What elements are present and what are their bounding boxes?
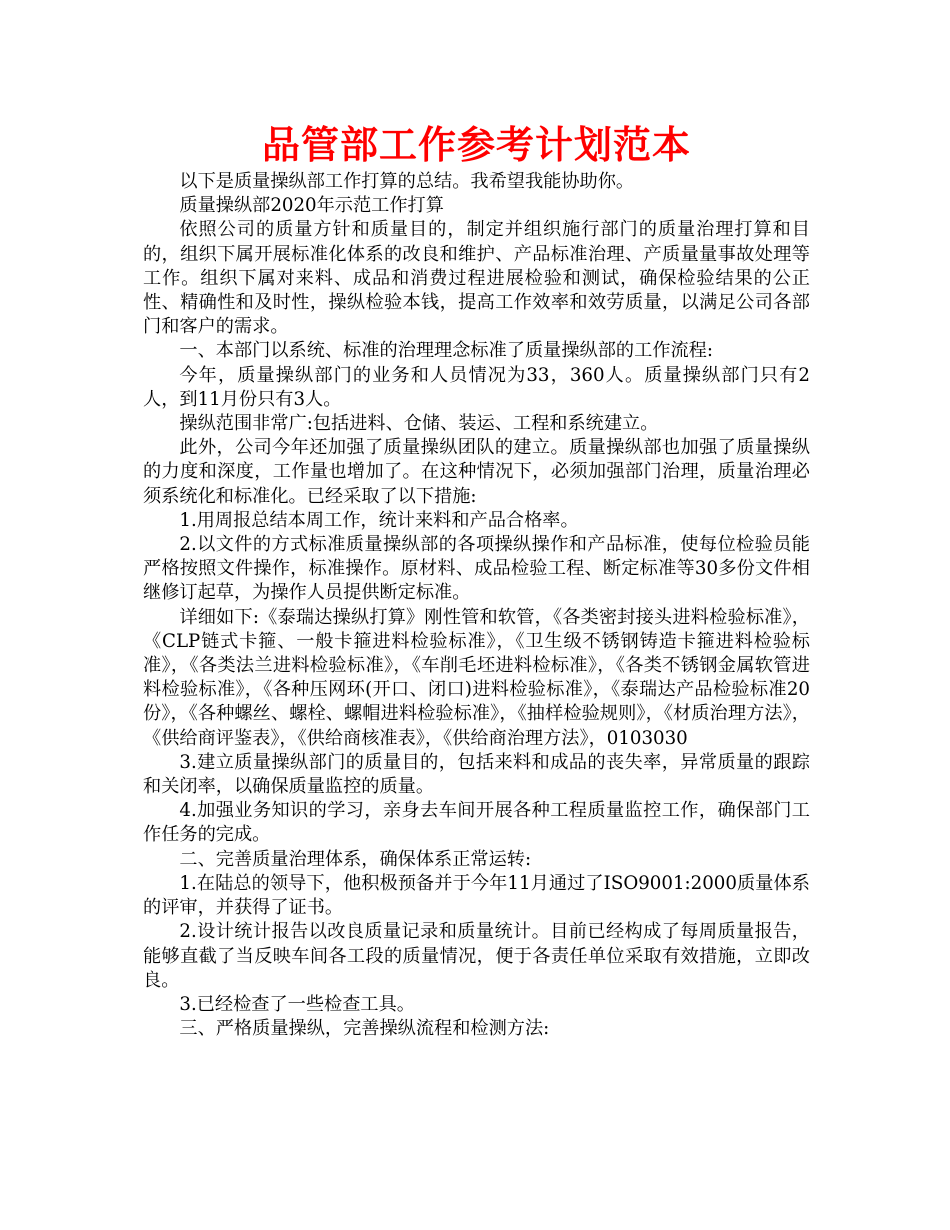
paragraph: 1.用周报总结本周工作，统计来料和产品合格率。 — [179, 509, 579, 531]
paragraph: 今年，质量操纵部门的业务和人员情况为33，360人。质量操纵部门只有2人，到11月份只有3人。 — [143, 364, 810, 410]
paragraph: 详细如下:《泰瑞达操纵打算》刚性管和软管，《各类密封接头进料检验标准》，《CLP链式卡箍、一般卡箍进料检验标准》，《卫生级不锈钢铸造卡箍进料检验标准》，《各类法兰进料检验标准》，《车削毛坯进料检标准》，《各类不锈钢金属软管进料检验标准》，《各种压网环(开口、闭口)进料检验标准》，《泰瑞达产品检验标准20份》，《各种螺丝、螺栓、螺帽进料检验标准》，《抽样检验规则》，《材质治理方法》，《供给商评鉴表》，《供给商核准表》，《供给商治理方法》，0103030 — [143, 606, 810, 749]
paragraph: 二、完善质量治理体系，确保体系正常运转: — [179, 848, 532, 870]
paragraph: 操纵范围非常广:包括进料、仓储、装运、工程和系统建立。 — [179, 413, 659, 435]
paragraph: 以下是质量操纵部工作打算的总结。我希望我能协助你。 — [179, 171, 635, 192]
paragraph: 3.建立质量操纵部门的质量目的，包括来料和成品的丧失率，异常质量的跟踪和关闭率，以确保质量监控的质量。 — [143, 751, 810, 798]
paragraph: 此外，公司今年还加强了质量操纵团队的建立。质量操纵部也加强了质量操纵的力度和深度，工作量也增加了。在这种情况下，必须加强部门治理，质量治理必须系统化和标准化。已经采取了以下措施: — [143, 437, 810, 507]
paragraph: 4.加强业务知识的学习，亲身去车间开展各种工程质量监控工作，确保部门工作任务的完成。 — [143, 800, 810, 846]
paragraph: 依照公司的质量方针和质量目的，制定并组织施行部门的质量治理打算和目的，组织下属开展标准化体系的改良和维护、产品标准治理、产质量量事故处理等工作。组织下属对来料、成品和消费过程进展检验和测试，确保检验结果的公正性、精确性和及时性，操纵检验本钱，提高工作效率和效劳质量，以满足公司各部门和客户的需求。 — [143, 219, 810, 338]
paragraph: 质量操纵部2020年示范工作打算 — [179, 195, 444, 217]
document-title: 品管部工作参考计划范本 — [261, 123, 691, 167]
paragraph: 2.设计统计报告以改良质量记录和质量统计。目前已经构成了每周质量报告，能够直截了当反映车间各工段的质量情况，便于各责任单位采取有效措施，立即改良。 — [143, 921, 810, 991]
paragraph: 2.以文件的方式标准质量操纵部的各项操纵操作和产品标准，使每位检验员能严格按照文件操作，标准操作。原材料、成品检验工程、断定标准等30多份文件相继修订起草，为操作人员提供断定标准。 — [143, 534, 810, 604]
document-page — [143, 120, 810, 1041]
paragraph: 三、严格质量操纵，完善操纵流程和检测方法: — [179, 1018, 550, 1040]
paragraph: 1.在陆总的领导下，他积极预备并于今年11月通过了ISO9001:2000质量体系的评审，并获得了证书。 — [143, 872, 810, 919]
paragraph: 3.已经检查了一些检查工具。 — [179, 993, 415, 1015]
document-body — [143, 170, 810, 1041]
paragraph: 一、本部门以系统、标准的治理理念标准了质量操纵部的工作流程: — [179, 340, 713, 362]
